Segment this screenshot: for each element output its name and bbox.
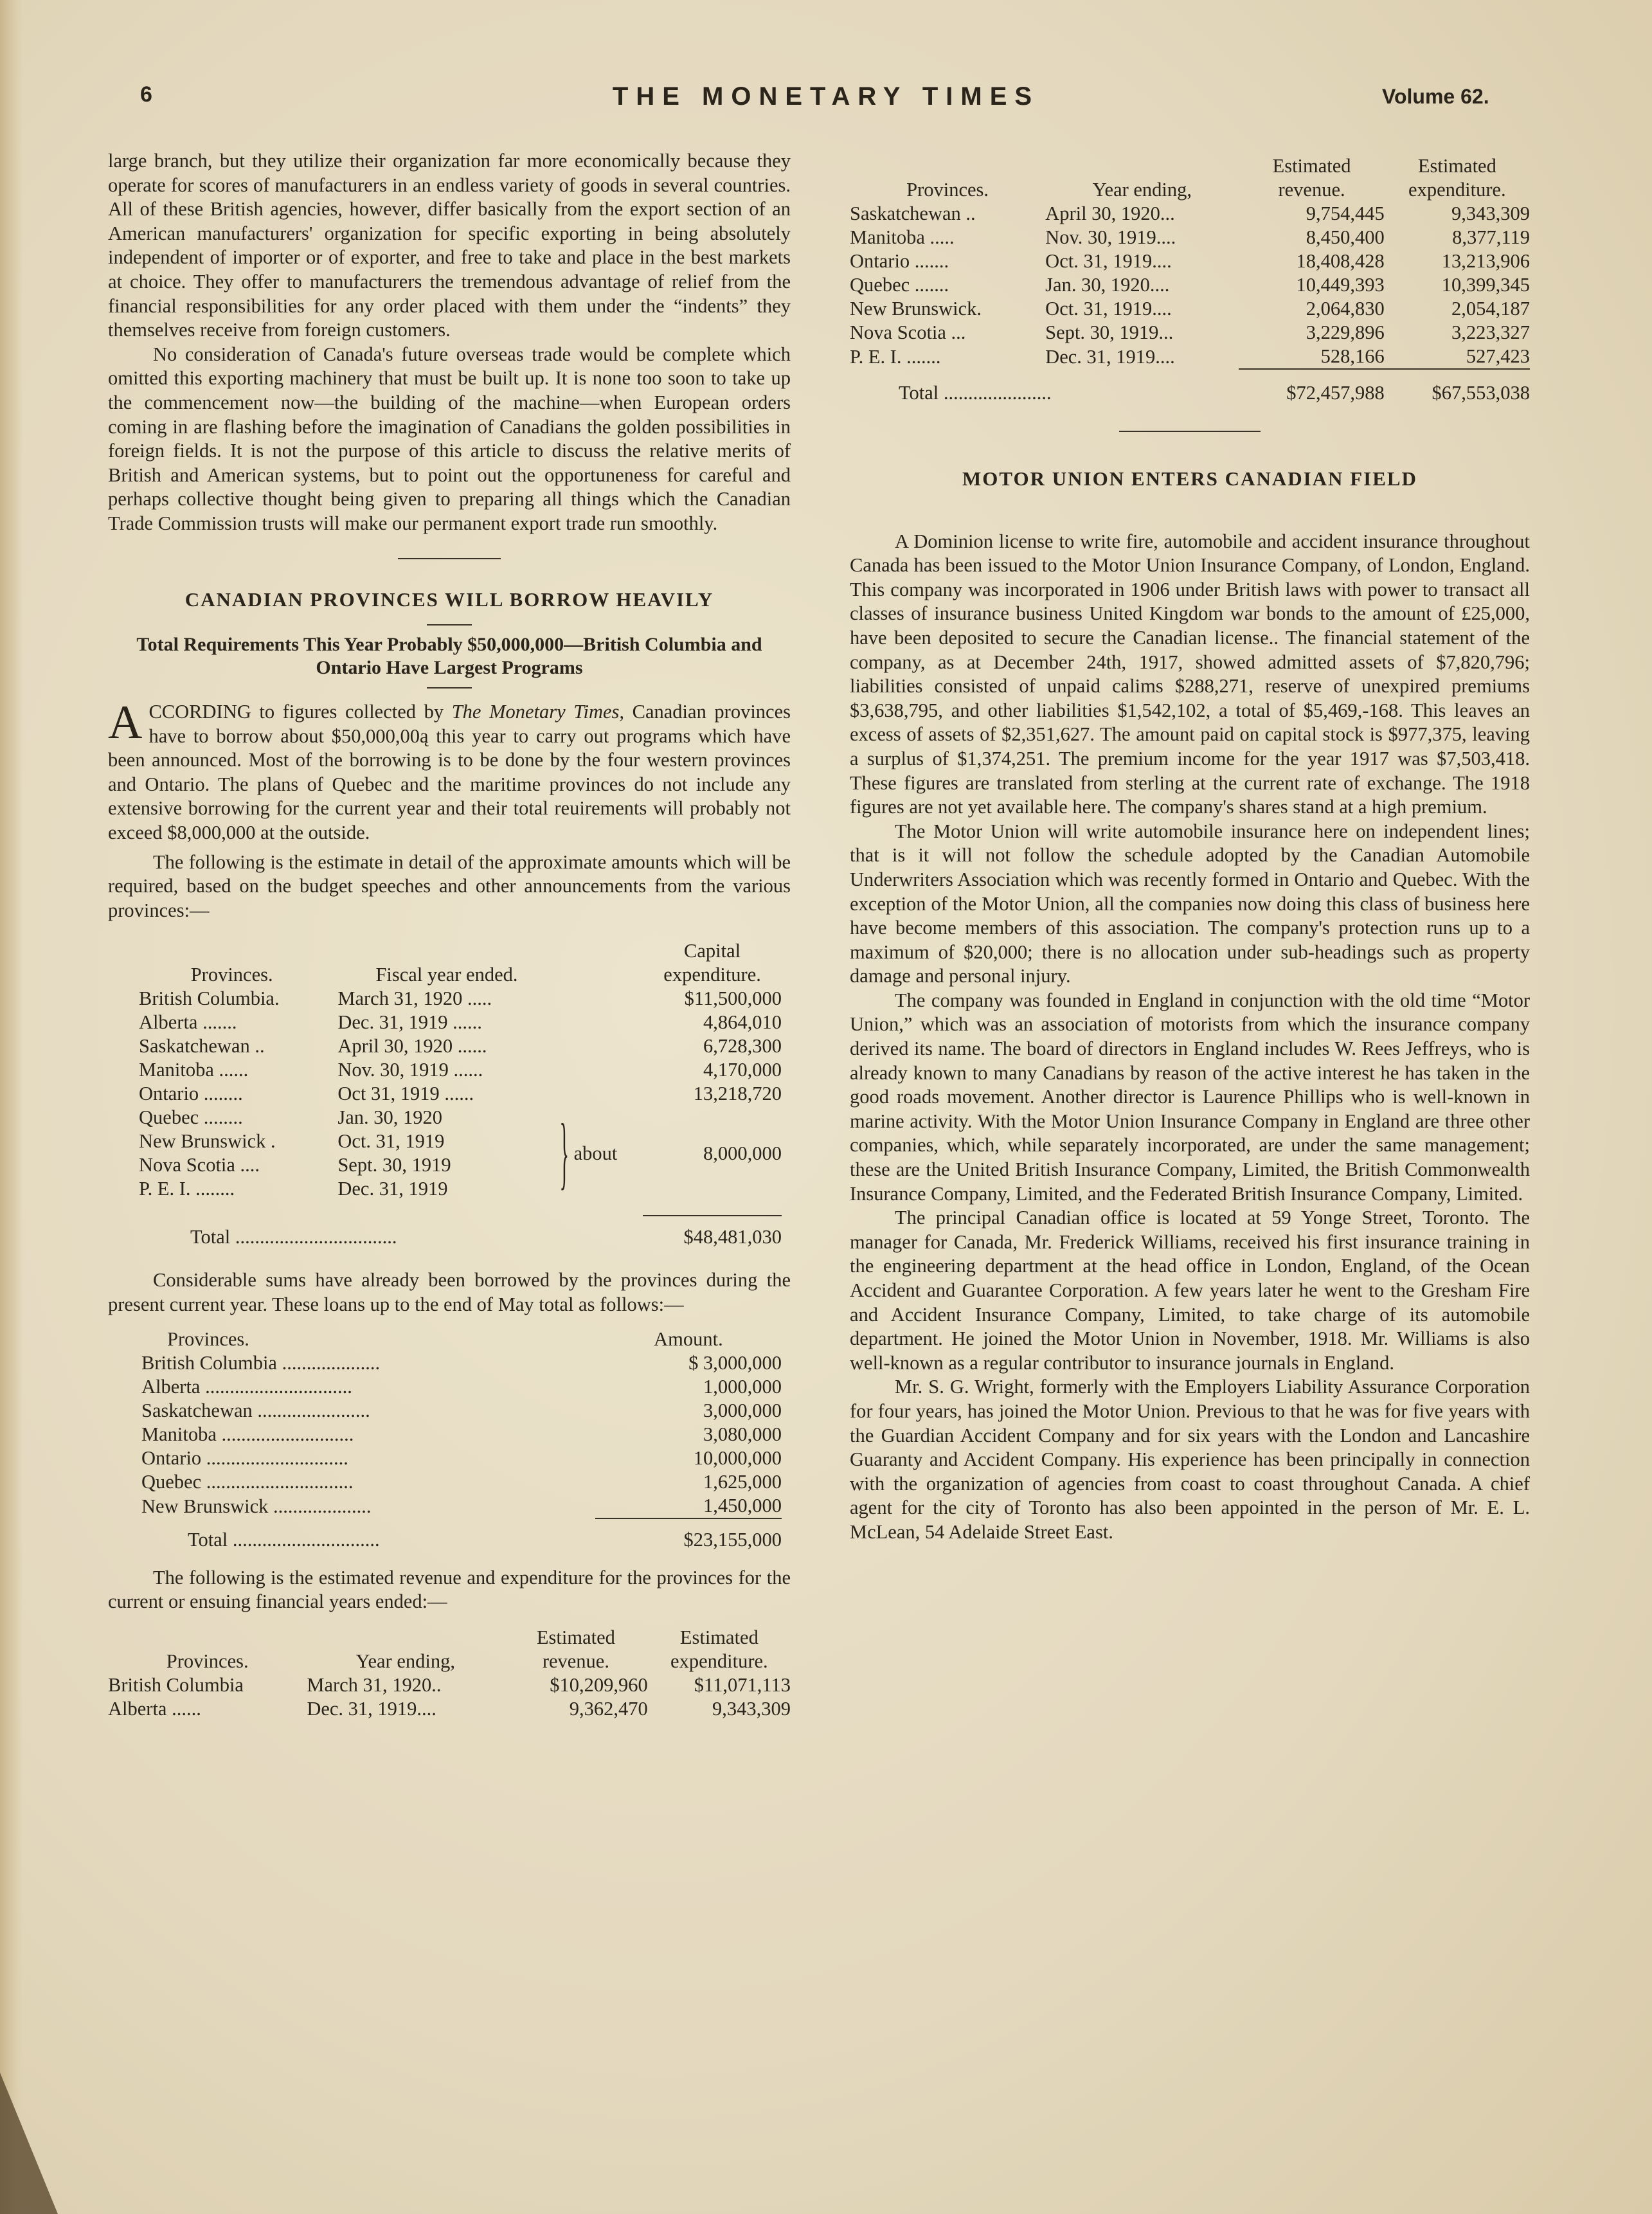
- according-text-a: to figures collected by: [251, 701, 452, 723]
- total-expenditure: $67,553,038: [1385, 369, 1530, 405]
- date-cell: Dec. 31, 1919: [337, 1178, 448, 1200]
- expenditure-cell: 2,054,187: [1451, 298, 1530, 320]
- amount-cell: 1,000,000: [703, 1375, 782, 1398]
- province-cell: Manitoba ......: [139, 1059, 249, 1081]
- section-divider: [398, 558, 501, 559]
- table3-header-est-rev: Estimated: [1272, 155, 1351, 177]
- publication-name: The Monetary Times,: [451, 701, 625, 723]
- province-cell: Saskatchewan ..: [139, 1035, 265, 1058]
- date-cell: Dec. 31, 1919....: [1045, 346, 1175, 368]
- province-cell: Saskatchewan ..: [850, 203, 976, 224]
- left-column: [108, 149, 791, 1721]
- table-row: [850, 345, 1530, 369]
- expenditure-cell: 9,343,309: [1451, 203, 1530, 224]
- masthead: THE MONETARY TIMES: [612, 82, 1040, 111]
- table-row: [850, 226, 1530, 249]
- total-row: [141, 1518, 782, 1552]
- date-cell: March 31, 1920..: [307, 1673, 442, 1696]
- drop-cap: A: [108, 696, 143, 750]
- amount-cell: 1,450,000: [703, 1494, 782, 1516]
- title-divider: [427, 624, 472, 626]
- table1-header-expenditure: expenditure.: [663, 964, 761, 986]
- according-paragraph: [108, 696, 791, 845]
- expenditure-cell: $11,071,113: [694, 1673, 791, 1696]
- table-row: [139, 1034, 782, 1058]
- total-row: [139, 1216, 782, 1249]
- province-cell: Saskatchewan .......................: [141, 1399, 370, 1421]
- table-row: [141, 1375, 782, 1399]
- brace-icon: }: [559, 1109, 570, 1198]
- revenue-cell: 9,754,445: [1306, 203, 1385, 224]
- motor-union-paragraph-4: The principal Canadian office is located at 59 Yonge Street, Toronto. The manager for Canada, Mr. Frederick Williams, received his first insurance training in the engineering department at the head office in London, England, of the Ocean Accident and Guarantee Corporation. A few years later he went to the Gresham Fire and Accident Insurance Company, Limited, to take charge of its automobile department. He joined the Motor Union in November, 1918. Mr. Williams is also well-known as a regular contributor to insurance journals in England.: [850, 1207, 1530, 1374]
- revenue-cell: 9,362,470: [569, 1697, 648, 1720]
- section-divider: [1119, 431, 1261, 432]
- motor-union-paragraph-1: A Dominion license to write fire, automobile and accident insurance throughout Canada has been issued to the Motor Union Insurance Company, of London, England. This company was incorporated in 1906 under British laws with power to transact all classes of insurance business United Kingdom war bonds to the amount of £25,000, have been deposited to secure the Canadian license.. The financial statement of the company, as at December 24th, 1917, showed admitted assets of $7,820,796; liabilities consisted of unpaid calims $288,271, reserve of unexpired premiums $3,638,795, and other liabilities $1,542,102, a total of $5,469,-168. This leaves an excess of assets of $2,351,627. The amount paid on capital stock is $977,375, leaving a surplus of $1,374,251. The premium income for the year 1917 was $7,503,418. These figures are translated from sterling at the current rate of exchange. The 1918 figures are not yet available here. The company's shares stand at a high premium.: [850, 530, 1530, 818]
- total-revenue: $72,457,988: [1239, 369, 1384, 405]
- province-cell: New Brunswick .: [139, 1130, 276, 1153]
- date-cell: Nov. 30, 1919 ......: [337, 1059, 483, 1081]
- table3-header-est-rev: Estimated: [536, 1626, 615, 1648]
- table1-header-capital: Capital: [684, 940, 741, 962]
- motor-union-paragraph-3: The company was founded in England in conjunction with the old time “Motor Union,” which was an association of motorists from which the insurance company derived its name. The board of directors in England includes W. Rees Jeffreys, who is already known to many Canadians by reason of the active interest he has taken in the good roads movement. Another director is Laurence Phillips who is well-known in marine activity. With the Motor Union Insurance Company in England are three other companies, which, while separately incorporated, are under the same management; these are the United British Insurance Company, Limited, the British Commonwealth Insurance Company, Limited, and the Federated British Insurance Company, Limited.: [850, 989, 1530, 1205]
- table2-header-amount: Amount.: [654, 1328, 723, 1350]
- province-cell: British Columbia.: [139, 987, 280, 1010]
- province-cell: P. E. I. .......: [850, 346, 941, 368]
- date-cell: April 30, 1920...: [1045, 203, 1175, 224]
- table3-header-provinces: Provinces.: [906, 179, 989, 201]
- right-column: [850, 149, 1530, 1545]
- amount-cell: 10,000,000: [693, 1446, 782, 1469]
- table-row: [141, 1399, 782, 1423]
- province-cell: British Columbia: [108, 1673, 244, 1696]
- revenue-cell: 18,408,428: [1296, 250, 1385, 272]
- province-cell: P. E. I. ........: [139, 1178, 235, 1200]
- amount-cell: 1,625,000: [703, 1470, 782, 1493]
- table-row: [141, 1423, 782, 1446]
- province-cell: British Columbia ....................: [141, 1351, 381, 1374]
- expenditure-cell: 13,213,906: [1441, 250, 1530, 272]
- revenue-cell: 3,229,896: [1306, 321, 1385, 343]
- table1-header-provinces: Provinces.: [190, 964, 273, 986]
- grouped-amount: 8,000,000: [703, 1142, 782, 1164]
- table2-header-provinces: Provinces.: [167, 1328, 249, 1350]
- amount-cell: $11,500,000: [684, 987, 782, 1010]
- article-title-provinces: CANADIAN PROVINCES WILL BORROW HEAVILY: [184, 588, 714, 611]
- about-label: about: [573, 1142, 618, 1164]
- province-cell: Ontario ........: [139, 1083, 243, 1105]
- total-label: Total ..............................: [188, 1528, 380, 1551]
- motor-union-paragraph-5: Mr. S. G. Wright, formerly with the Employers Liability Assurance Corporation for four years, has joined the Motor Union. Previous to that he was for five years with the Guardian Accident Company and for six years with the London and Lancashire Guaranty and Accident Company. His experience has been principally in connection with the organization of agencies from coast to coast throughout Canada. A chief agent for the city of Toronto has also been appointed in the person of Mr. E. L. McLean, 54 Adelaide Street East.: [850, 1376, 1530, 1543]
- table-row: [850, 249, 1530, 273]
- table-row: [139, 1058, 782, 1082]
- province-cell: Alberta ..............................: [141, 1375, 352, 1398]
- capital-expenditure-table: [139, 939, 782, 1249]
- date-cell: Jan. 30, 1920: [337, 1106, 443, 1129]
- page-number: 6: [140, 82, 152, 107]
- province-cell: Ontario .............................: [141, 1446, 348, 1469]
- page-edge-shadow: [0, 0, 23, 2214]
- amount-cell: 3,080,000: [703, 1423, 782, 1445]
- province-cell: Manitoba ...........................: [141, 1423, 354, 1445]
- table-row: [139, 1082, 782, 1106]
- table-row: [141, 1446, 782, 1470]
- subtitle-divider: [427, 687, 472, 688]
- amount-cell: 6,728,300: [703, 1035, 782, 1058]
- table3-header-revenue: revenue.: [542, 1650, 609, 1672]
- according-text-b: Canadian provinces have to borrow about $50,000,00ą this year to carry out programs which have been announced. Most of the borrowing is to be done by the four western provinces and Ontario. The plans of Quebec and the maritime provinces do not include any extensive borrowing for the current year and their total reuirements will probably not exceed $8,000,000 at the outside.: [108, 701, 791, 844]
- table-row: [108, 1673, 791, 1697]
- table3-header-est-exp: Estimated: [679, 1626, 759, 1648]
- revenue-table-part2: [850, 154, 1530, 405]
- total-amount: $23,155,000: [595, 1518, 782, 1552]
- date-cell: Sept. 30, 1919: [337, 1154, 451, 1176]
- total-amount: $48,481,030: [643, 1216, 782, 1249]
- table-row: [141, 1494, 782, 1518]
- page-corner-shadow: [0, 2073, 58, 2214]
- table3-header-est-exp: Estimated: [1417, 155, 1496, 177]
- table1-header-fiscal: Fiscal year ended.: [375, 964, 518, 986]
- expenditure-cell: 9,343,309: [712, 1697, 791, 1720]
- date-cell: Oct. 31, 1919....: [1045, 298, 1172, 320]
- amount-cell: 4,864,010: [703, 1011, 782, 1034]
- province-cell: New Brunswick ....................: [141, 1495, 372, 1517]
- revenue-paragraph: The following is the estimated revenue and expenditure for the provinces for the current or ensuing financial years ended:—: [108, 1566, 791, 1613]
- table3-header-year: Year ending,: [355, 1650, 455, 1672]
- revenue-cell: $10,209,960: [550, 1673, 648, 1696]
- date-cell: Oct 31, 1919 ......: [337, 1083, 474, 1105]
- total-label: Total ......................: [899, 382, 1052, 404]
- date-cell: Dec. 31, 1919 ......: [337, 1011, 482, 1034]
- province-cell: Ontario .......: [850, 250, 949, 272]
- table-row: [139, 1011, 782, 1034]
- revenue-cell: 2,064,830: [1306, 298, 1385, 320]
- province-cell: Nova Scotia ...: [850, 321, 966, 343]
- table3-header-expenditure: expenditure.: [1408, 179, 1506, 201]
- total-row: [850, 369, 1530, 405]
- province-cell: Quebec ........: [139, 1106, 243, 1129]
- article-subtitle-provinces: Total Requirements This Year Probably $50,000,000—British Columbia and Ontario Have Largest Programs: [136, 634, 762, 679]
- province-cell: New Brunswick.: [850, 298, 982, 320]
- date-cell: Oct. 31, 1919....: [1045, 250, 1172, 272]
- expenditure-cell: 10,399,345: [1441, 274, 1530, 296]
- province-cell: Nova Scotia ....: [139, 1154, 260, 1176]
- estimate-paragraph: The following is the estimate in detail of the approximate amounts which will be required, based on the budget speeches and other announcements from the various provinces:—: [108, 851, 791, 921]
- exporting-paragraph: No consideration of Canada's future overseas trade would be complete which omitted this exporting machinery that must be built up. It is none too soon to take up the commencement now—the building of the machine—when European orders coming in are flashing before the imagination of Canadians the golden possibilities in foreign fields. It is not the purpose of this article to discuss the relative merits of British and American systems, but to point out the opportuneness for careful and perhaps collective thought being given to preparing all things which the Canadian Trade Commission trusts will make our permanent export trade run smoothly.: [108, 343, 791, 534]
- revenue-cell: 10,449,393: [1296, 274, 1385, 296]
- date-cell: Dec. 31, 1919....: [307, 1697, 436, 1720]
- province-cell: Alberta .......: [139, 1011, 237, 1034]
- table3-header-year: Year ending,: [1092, 179, 1192, 201]
- table-row: [108, 1697, 791, 1721]
- date-cell: April 30, 1920 ......: [337, 1035, 487, 1058]
- loans-table: [141, 1328, 782, 1552]
- date-cell: March 31, 1920 .....: [337, 987, 492, 1010]
- province-cell: Alberta ......: [108, 1697, 201, 1720]
- table-row: [139, 987, 782, 1011]
- table-row: [850, 297, 1530, 321]
- date-cell: Oct. 31, 1919: [337, 1130, 445, 1153]
- table-row: [139, 1106, 782, 1130]
- revenue-cell: 528,166: [1320, 345, 1385, 367]
- volume-label: Volume 62.: [1382, 85, 1489, 108]
- table3-header-expenditure: expenditure.: [670, 1650, 768, 1672]
- table-row: [850, 202, 1530, 226]
- date-cell: Sept. 30, 1919...: [1045, 321, 1174, 343]
- page-header: [0, 82, 1652, 121]
- province-cell: Quebec ..............................: [141, 1470, 354, 1493]
- brace-group: [556, 1106, 643, 1201]
- table-row: [850, 321, 1530, 345]
- revenue-table-part1: [108, 1626, 791, 1721]
- amount-cell: 3,000,000: [703, 1399, 782, 1421]
- table-row: [850, 273, 1530, 297]
- province-cell: Manitoba .....: [850, 226, 955, 248]
- loans-paragraph: Considerable sums have already been borrowed by the provinces during the present current year. These loans up to the end of May total as follows:—: [108, 1269, 791, 1316]
- total-dots: .................................: [235, 1226, 397, 1248]
- expenditure-cell: 527,423: [1466, 345, 1530, 367]
- motor-union-paragraph-2: The Motor Union will write automobile insurance here on independent lines; that is it will not follow the schedule adopted by the Canadian Automobile Underwriters Association which was recently formed in Ontario and Quebec. With the exception of the Motor Union, all the companies now doing this class of business here have become members of this association. The company's protection runs up to a maximum of $20,000; there is no allocation under sub-headings such as property damage and personal injury.: [850, 820, 1530, 987]
- expenditure-cell: 3,223,327: [1451, 321, 1530, 343]
- expenditure-cell: 8,377,119: [1452, 226, 1530, 248]
- amount-cell: $ 3,000,000: [688, 1351, 782, 1374]
- amount-cell: 4,170,000: [703, 1059, 782, 1081]
- amount-cell: 13,218,720: [693, 1083, 782, 1105]
- intro-paragraph: large branch, but they utilize their organization far more economically because they operate for scores of manufacturers in an endless variety of goods in several countries. All of these British agencies, however, differ basically from the export section of an American manufacturers' organization for specific exporting in being absolutely independent of importer or of exporter, and free to take and place in the best markets at choice. They offer to manufacturers the tremendous advantage of relief from the financial responsibilities for any order placed with them under the “indents” they themselves receive from foreign customers.: [108, 150, 791, 341]
- lead-word: CCORDING: [148, 701, 251, 723]
- table-row: [141, 1351, 782, 1375]
- table3-header-revenue: revenue.: [1278, 179, 1345, 201]
- revenue-cell: 8,450,400: [1306, 226, 1385, 248]
- total-label: Total: [190, 1226, 231, 1248]
- table3-header-provinces: Provinces.: [166, 1650, 249, 1672]
- date-cell: Jan. 30, 1920....: [1045, 274, 1170, 296]
- table-row: [141, 1470, 782, 1494]
- province-cell: Quebec .......: [850, 274, 949, 296]
- date-cell: Nov. 30, 1919....: [1045, 226, 1176, 248]
- article-title-motor-union: MOTOR UNION ENTERS CANADIAN FIELD: [962, 467, 1417, 490]
